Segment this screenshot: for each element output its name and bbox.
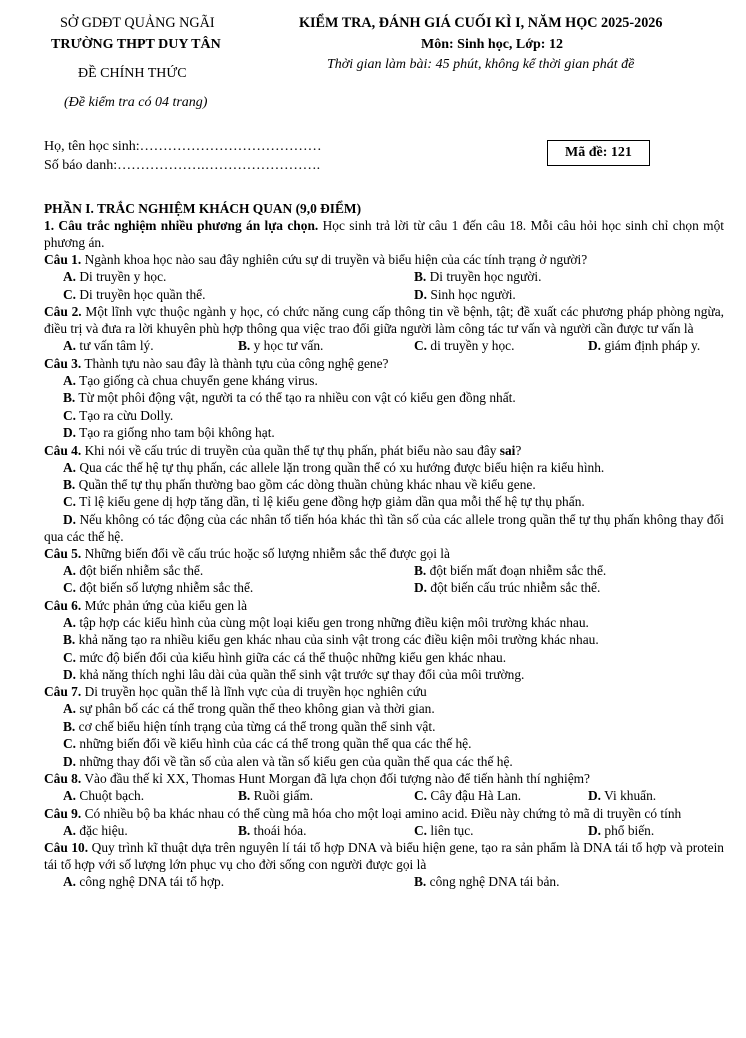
option-b[interactable]: B. Di truyền học người. — [414, 269, 542, 285]
option-d[interactable]: D. giám định pháp y. — [588, 338, 701, 354]
question-text: Những biến đổi về cấu trúc hoặc số lượng nhiễm sắc thể được gọi là — [81, 545, 450, 561]
options-row — [44, 579, 724, 596]
option-c[interactable]: C. Di truyền học quần thể. — [63, 286, 206, 302]
question-text: Vào đầu thế kỉ XX, Thomas Hunt Morgan đã lựa chọn đối tượng nào để tiến hành thí nghiệm? — [81, 771, 590, 787]
question-3 — [44, 355, 724, 372]
question-text: Một lĩnh vực thuộc ngành y học, có chức năng cung cấp thông tin về bệnh, tật; đề xuất các phương pháp phòng ngừa, điều trị và đưa ra lời khuyên phù hợp thông qua việc trao đổi giữa người làm công tác tư vấn và người cần được tư vấn là — [44, 304, 724, 337]
question-emphasis: sai — [499, 442, 516, 458]
option-c[interactable]: C. Cây đậu Hà Lan. — [414, 788, 522, 804]
question-label: Câu 1. — [44, 252, 82, 268]
question-4 — [44, 442, 724, 459]
option-d[interactable]: D. đột biến cấu trúc nhiễm sắc thể. — [414, 580, 601, 596]
option-b[interactable]: B. Ruồi giấm. — [238, 788, 314, 804]
option-b[interactable]: B. công nghệ DNA tái bản. — [414, 874, 560, 890]
exam-title: KIỂM TRA, ĐÁNH GIÁ CUỐI KÌ I, NĂM HỌC 2025-2026 — [299, 15, 663, 31]
student-id-field: Số báo danh:……………….……………………. — [44, 158, 321, 173]
question-label: Câu 3. — [44, 355, 82, 371]
question-label: Câu 10. — [44, 840, 89, 856]
option-a[interactable]: A. tư vấn tâm lý. — [63, 338, 154, 354]
option-b[interactable]: B. cơ chế biểu hiện tính trạng của từng cá thể trong quần thể sinh vật. — [63, 718, 436, 734]
option-c[interactable]: C. liên tục. — [414, 822, 474, 838]
option-c[interactable]: C. di truyền y học. — [414, 338, 515, 354]
pages-note: (Đề kiểm tra có 04 trang) — [64, 95, 208, 110]
question-text: Ngành khoa học nào sau đây nghiên cứu sự di truyền và biểu hiện của các tính trạng ở người? — [81, 252, 588, 268]
option-d[interactable]: D. Nếu không có tác động của các nhân tố tiến hóa khác thì tần số của các allele trong quần thể tự thụ phấn không thay đổi qua các thế hệ. — [44, 511, 724, 544]
time-note: Thời gian làm bài: 45 phút, không kể thời gian phát đề — [327, 57, 635, 72]
exam-content — [44, 200, 724, 891]
options-row — [44, 873, 724, 890]
question-text: Có nhiều bộ ba khác nhau có thể cùng mã hóa cho một loại amino acid. Điều này chứng tỏ mã di truyền có tính — [81, 805, 682, 821]
question-5 — [44, 545, 724, 562]
instruction-heading: 1. Câu trắc nghiệm nhiều phương án lựa chọn. — [44, 218, 319, 234]
option-d[interactable]: D. phổ biến. — [588, 822, 655, 838]
option-d[interactable]: D. những thay đổi về tần số của alen và tần số kiểu gen của quần thể qua các thế hệ. — [63, 753, 513, 769]
section-title: PHẦN I. TRẮC NGHIỆM KHÁCH QUAN (9,0 ĐIỂM) — [44, 201, 362, 216]
question-10 — [44, 839, 724, 873]
option-b[interactable]: B. Từ một phôi động vật, người ta có thể tạo ra nhiều con vật có kiểu gen đồng nhất. — [63, 390, 516, 406]
option-c[interactable]: C. những biến đổi về kiểu hình của các cá thể trong quần thể qua các thế hệ. — [63, 736, 472, 752]
option-c[interactable]: C. mức độ biến đổi của kiểu hình giữa các cá thể thuộc những kiểu gen khác nhau. — [63, 649, 507, 665]
question-text: Khi nói về cấu trúc di truyền của quần thể tự thụ phấn, phát biểu nào sau đây — [81, 442, 500, 458]
question-text: Mức phản ứng của kiểu gen là — [81, 597, 248, 613]
question-9 — [44, 805, 724, 822]
option-b[interactable]: B. Quần thể tự thụ phấn thường bao gồm các dòng thuần chủng khác nhau về kiểu gene. — [63, 476, 536, 492]
question-label: Câu 6. — [44, 597, 82, 613]
question-text: Di truyền học quần thể là lĩnh vực của di truyền học nghiên cứu — [81, 684, 427, 700]
exam-code-box: Mã đề: 121 — [547, 140, 650, 166]
option-a[interactable]: A. sự phân bố các cá thể trong quần thể theo không gian và thời gian. — [63, 701, 435, 717]
question-text: Thành tựu nào sau đây là thành tựu của công nghệ gene? — [81, 355, 389, 371]
option-a[interactable]: A. công nghệ DNA tái tổ hợp. — [63, 874, 225, 890]
option-c[interactable]: C. Tỉ lệ kiểu gene dị hợp tăng dần, tỉ lệ kiểu gene đồng hợp giảm dần qua mỗi thế hệ tự thụ phấn. — [63, 494, 585, 510]
option-a[interactable]: A. Tạo giống cà chua chuyển gene kháng virus. — [63, 372, 318, 388]
option-b[interactable]: B. y học tư vấn. — [238, 338, 324, 354]
option-a[interactable]: A. đặc hiệu. — [63, 822, 128, 838]
school-name: TRƯỜNG THPT DUY TÂN — [51, 37, 221, 52]
section-instructions — [44, 217, 724, 251]
question-7 — [44, 683, 724, 700]
department-name: SỞ GDĐT QUẢNG NGÃI — [60, 15, 215, 31]
question-label: Câu 8. — [44, 771, 82, 787]
question-8 — [44, 770, 724, 787]
option-b[interactable]: B. thoái hóa. — [238, 822, 307, 838]
option-c[interactable]: C. Tạo ra cừu Dolly. — [63, 407, 174, 423]
question-1 — [44, 251, 724, 268]
question-label: Câu 2. — [44, 304, 82, 320]
option-b[interactable]: B. khả năng tạo ra nhiều kiểu gen khác nhau của sinh vật trong các điều kiện môi trường khác nhau. — [63, 632, 599, 648]
options-row — [44, 286, 724, 303]
question-text: Quy trình kĩ thuật dựa trên nguyên lí tái tổ hợp DNA và biểu hiện gene, tạo ra sản phẩm là DNA tái tổ hợp và protein tái tổ hợp với số lượng lớn phục vụ cho đời sống con người được gọi là — [44, 840, 724, 873]
option-d[interactable]: D. Tạo ra giống nho tam bội không hạt. — [63, 425, 275, 441]
student-name-field: Họ, tên học sinh:………………………………… — [44, 139, 322, 154]
option-a[interactable]: A. đột biến nhiễm sắc thể. — [63, 562, 204, 578]
option-d[interactable]: D. Vi khuẩn. — [588, 788, 657, 804]
option-a[interactable]: A. Qua các thế hệ tự thụ phấn, các allele lặn trong quần thể có xu hướng được biểu hiện ra kiểu hình. — [63, 459, 605, 475]
option-b[interactable]: B. đột biến mất đoạn nhiễm sắc thể. — [414, 562, 607, 578]
question-label: Câu 9. — [44, 805, 82, 821]
question-label: Câu 4. — [44, 442, 82, 458]
question-2 — [44, 303, 724, 337]
subject-line: Môn: Sinh học, Lớp: 12 — [421, 37, 563, 52]
options-row — [44, 787, 724, 804]
option-a[interactable]: A. Di truyền y học. — [63, 269, 167, 285]
question-text-end: ? — [515, 442, 522, 458]
options-row — [44, 562, 724, 579]
option-a[interactable]: A. Chuột bạch. — [63, 788, 145, 804]
options-row — [44, 268, 724, 285]
instruction-text: Học sinh trả lời từ câu 1 đến câu 18. Mỗi câu hỏi học sinh chỉ chọn một phương án. — [44, 218, 724, 251]
question-6 — [44, 597, 724, 614]
option-c[interactable]: C. đột biến số lượng nhiễm sắc thể. — [63, 580, 254, 596]
option-d[interactable]: D. khả năng thích nghi lâu dài của quần thể sinh vật trước sự thay đổi của môi trường. — [63, 667, 525, 682]
option-d[interactable]: D. Sinh học người. — [414, 286, 516, 302]
official-label: ĐỀ CHÍNH THỨC — [78, 66, 187, 81]
question-label: Câu 7. — [44, 684, 82, 700]
options-row — [44, 822, 724, 839]
option-a[interactable]: A. tập hợp các kiểu hình của cùng một loại kiểu gen trong những điều kiện môi trường khác nhau. — [63, 614, 589, 630]
options-row — [44, 337, 724, 354]
question-label: Câu 5. — [44, 545, 82, 561]
